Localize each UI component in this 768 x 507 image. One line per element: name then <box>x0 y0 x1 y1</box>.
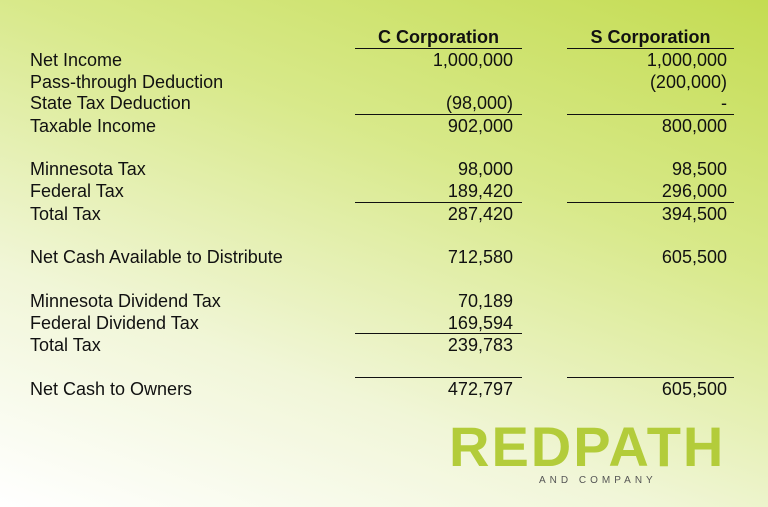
redpath-logo <box>449 415 739 489</box>
c-value: 472,797 <box>447 379 513 399</box>
table-row <box>0 158 768 180</box>
s-value: 296,000 <box>661 181 727 201</box>
row-label: Total Tax <box>30 204 101 224</box>
c-value: (98,000) <box>445 93 513 113</box>
row-label: Total Tax <box>30 335 101 355</box>
table-row <box>0 49 768 71</box>
table-row <box>0 378 768 400</box>
c-value: 169,594 <box>447 313 513 333</box>
c-value: 712,580 <box>447 247 513 267</box>
row-label: Net Income <box>30 50 123 70</box>
c-value: 98,000 <box>457 159 513 179</box>
s-value: 1,000,000 <box>646 50 727 70</box>
row-label: Net Cash to Owners <box>30 379 193 399</box>
row-label: Federal Tax <box>30 181 124 201</box>
c-value: 189,420 <box>447 181 513 201</box>
s-value: (200,000) <box>649 72 727 92</box>
s-value: - <box>721 93 727 113</box>
s-value: 98,500 <box>671 159 727 179</box>
row-label: Federal Dividend Tax <box>30 313 199 333</box>
c-value: 902,000 <box>447 116 513 136</box>
c-value: 70,189 <box>457 291 513 311</box>
s-value: 800,000 <box>661 116 727 136</box>
table-row <box>0 312 768 334</box>
row-label: Net Cash Available to Distribute <box>30 247 283 267</box>
c-corporation-header: C Corporation <box>378 27 499 47</box>
table-row <box>0 92 768 114</box>
table-row <box>0 334 768 356</box>
table-row <box>0 180 768 202</box>
table-row <box>0 203 768 225</box>
c-value: 239,783 <box>447 335 513 355</box>
s-value: 605,500 <box>661 379 727 399</box>
s-value: 394,500 <box>661 204 727 224</box>
table-row <box>0 290 768 312</box>
c-value: 1,000,000 <box>432 50 513 70</box>
logo-subtitle: AND COMPANY <box>539 475 657 486</box>
table-row <box>0 246 768 268</box>
c-value: 287,420 <box>447 204 513 224</box>
s-value: 605,500 <box>661 247 727 267</box>
row-label: State Tax Deduction <box>30 93 191 113</box>
table-row <box>0 115 768 137</box>
row-label: Minnesota Dividend Tax <box>30 291 221 311</box>
table-row <box>0 71 768 93</box>
row-label: Minnesota Tax <box>30 159 146 179</box>
logo-wordmark: REDPATH <box>449 415 726 478</box>
row-label: Pass-through Deduction <box>30 72 224 92</box>
row-label: Taxable Income <box>30 116 157 136</box>
s-corporation-header: S Corporation <box>590 27 711 47</box>
